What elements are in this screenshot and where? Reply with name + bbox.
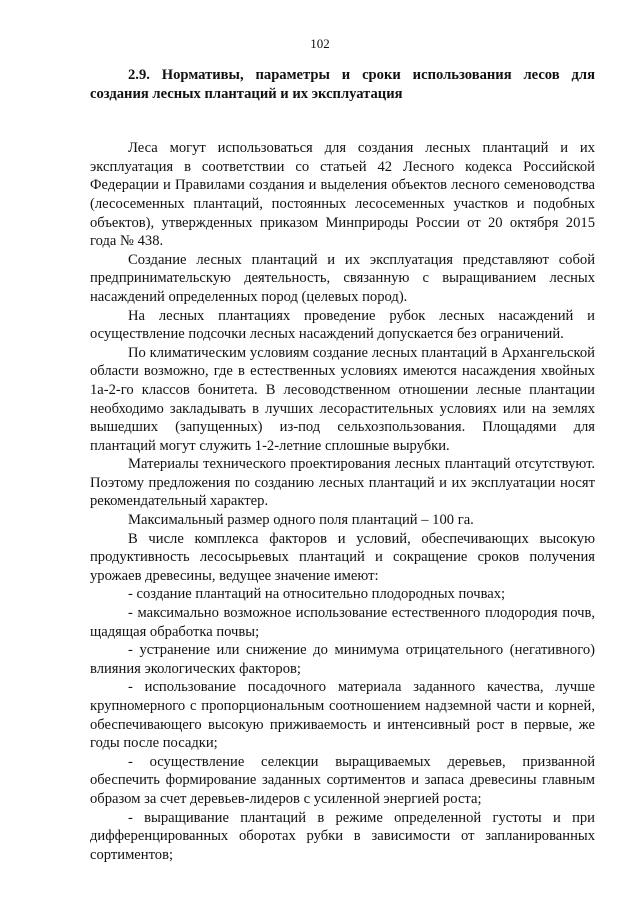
section-heading: 2.9. Нормативы, параметры и сроки использования лесов для создания лесных плантаций и их эксплуатация <box>90 67 595 102</box>
list-item: - устранение или снижение до минимума отрицательного (негативного) влияния экологических факторов; <box>90 642 595 677</box>
paragraph: Максимальный размер одного поля плантаций – 100 га. <box>128 512 474 529</box>
page-content <box>90 66 595 864</box>
paragraph: Леса могут использоваться для создания лесных плантаций и их эксплуатация в соответствии со статьей 42 Лесного кодекса Российской Федерации и Правилами создания и выделения объектов лесного семеноводства (лесосеменных плантаций, постоянных лесосеменных участков и подобных объектов), утвержденных приказом Минприроды России от 20 октября 2015 года № 438. <box>90 140 595 250</box>
list-item: - осуществление селекции выращиваемых деревьев, призванной обеспечить формирование заданных сортиментов и запаса древесины главным образом за счет деревьев-лидеров с усиленной энергией роста; <box>90 753 595 807</box>
paragraph: Материалы технического проектирования лесных плантаций отсутствуют. Поэтому предложения по созданию лесных плантаций и их эксплуатации носят рекомендательный характер. <box>90 456 595 510</box>
list-item: - максимально возможное использование естественного плодородия почв, щадящая обработка почвы; <box>90 605 595 640</box>
paragraph: Создание лесных плантаций и их эксплуатация представляют собой предпринимательскую деятельность, связанную с выращиванием лесных насаждений определенных пород (целевых пород). <box>90 251 595 305</box>
list-item: - создание плантаций на относительно плодородных почвах; <box>128 586 506 603</box>
list-item: - выращивание плантаций в режиме определенной густоты и при дифференцированных оборотах рубки в зависимости от запланированных сортиментов; <box>90 809 595 863</box>
paragraph: По климатическим условиям создание лесных плантаций в Архангельской области возможно, где в естественных условиях имеются насаждения хвойных 1а-2-го классов бонитета. В лесоводственном отношении лесные плантации необходимо закладывать в лучших лесорастительных условиях или на землях вышедших (запущенных) из-под сельхозпользования. Площадями для плантаций могут служить 1-2-летние сплошные вырубки. <box>90 344 595 454</box>
page-number: 102 <box>310 36 330 51</box>
paragraph: На лесных плантациях проведение рубок лесных насаждений и осуществление подсочки лесных насаждений допускается без ограничений. <box>90 307 595 343</box>
paragraph: В числе комплекса факторов и условий, обеспечивающих высокую продуктивность лесосырьевых плантаций и сокращение сроков получения урожаев древесины, ведущее значение имеют: <box>90 530 595 584</box>
list-item: - использование посадочного материала заданного качества, лучше крупномерного с пропорциональным соотношением надземной части и корней, обеспечивающего высокую приживаемость и интенсивный рост в первые, же годы после посадки; <box>90 679 595 752</box>
